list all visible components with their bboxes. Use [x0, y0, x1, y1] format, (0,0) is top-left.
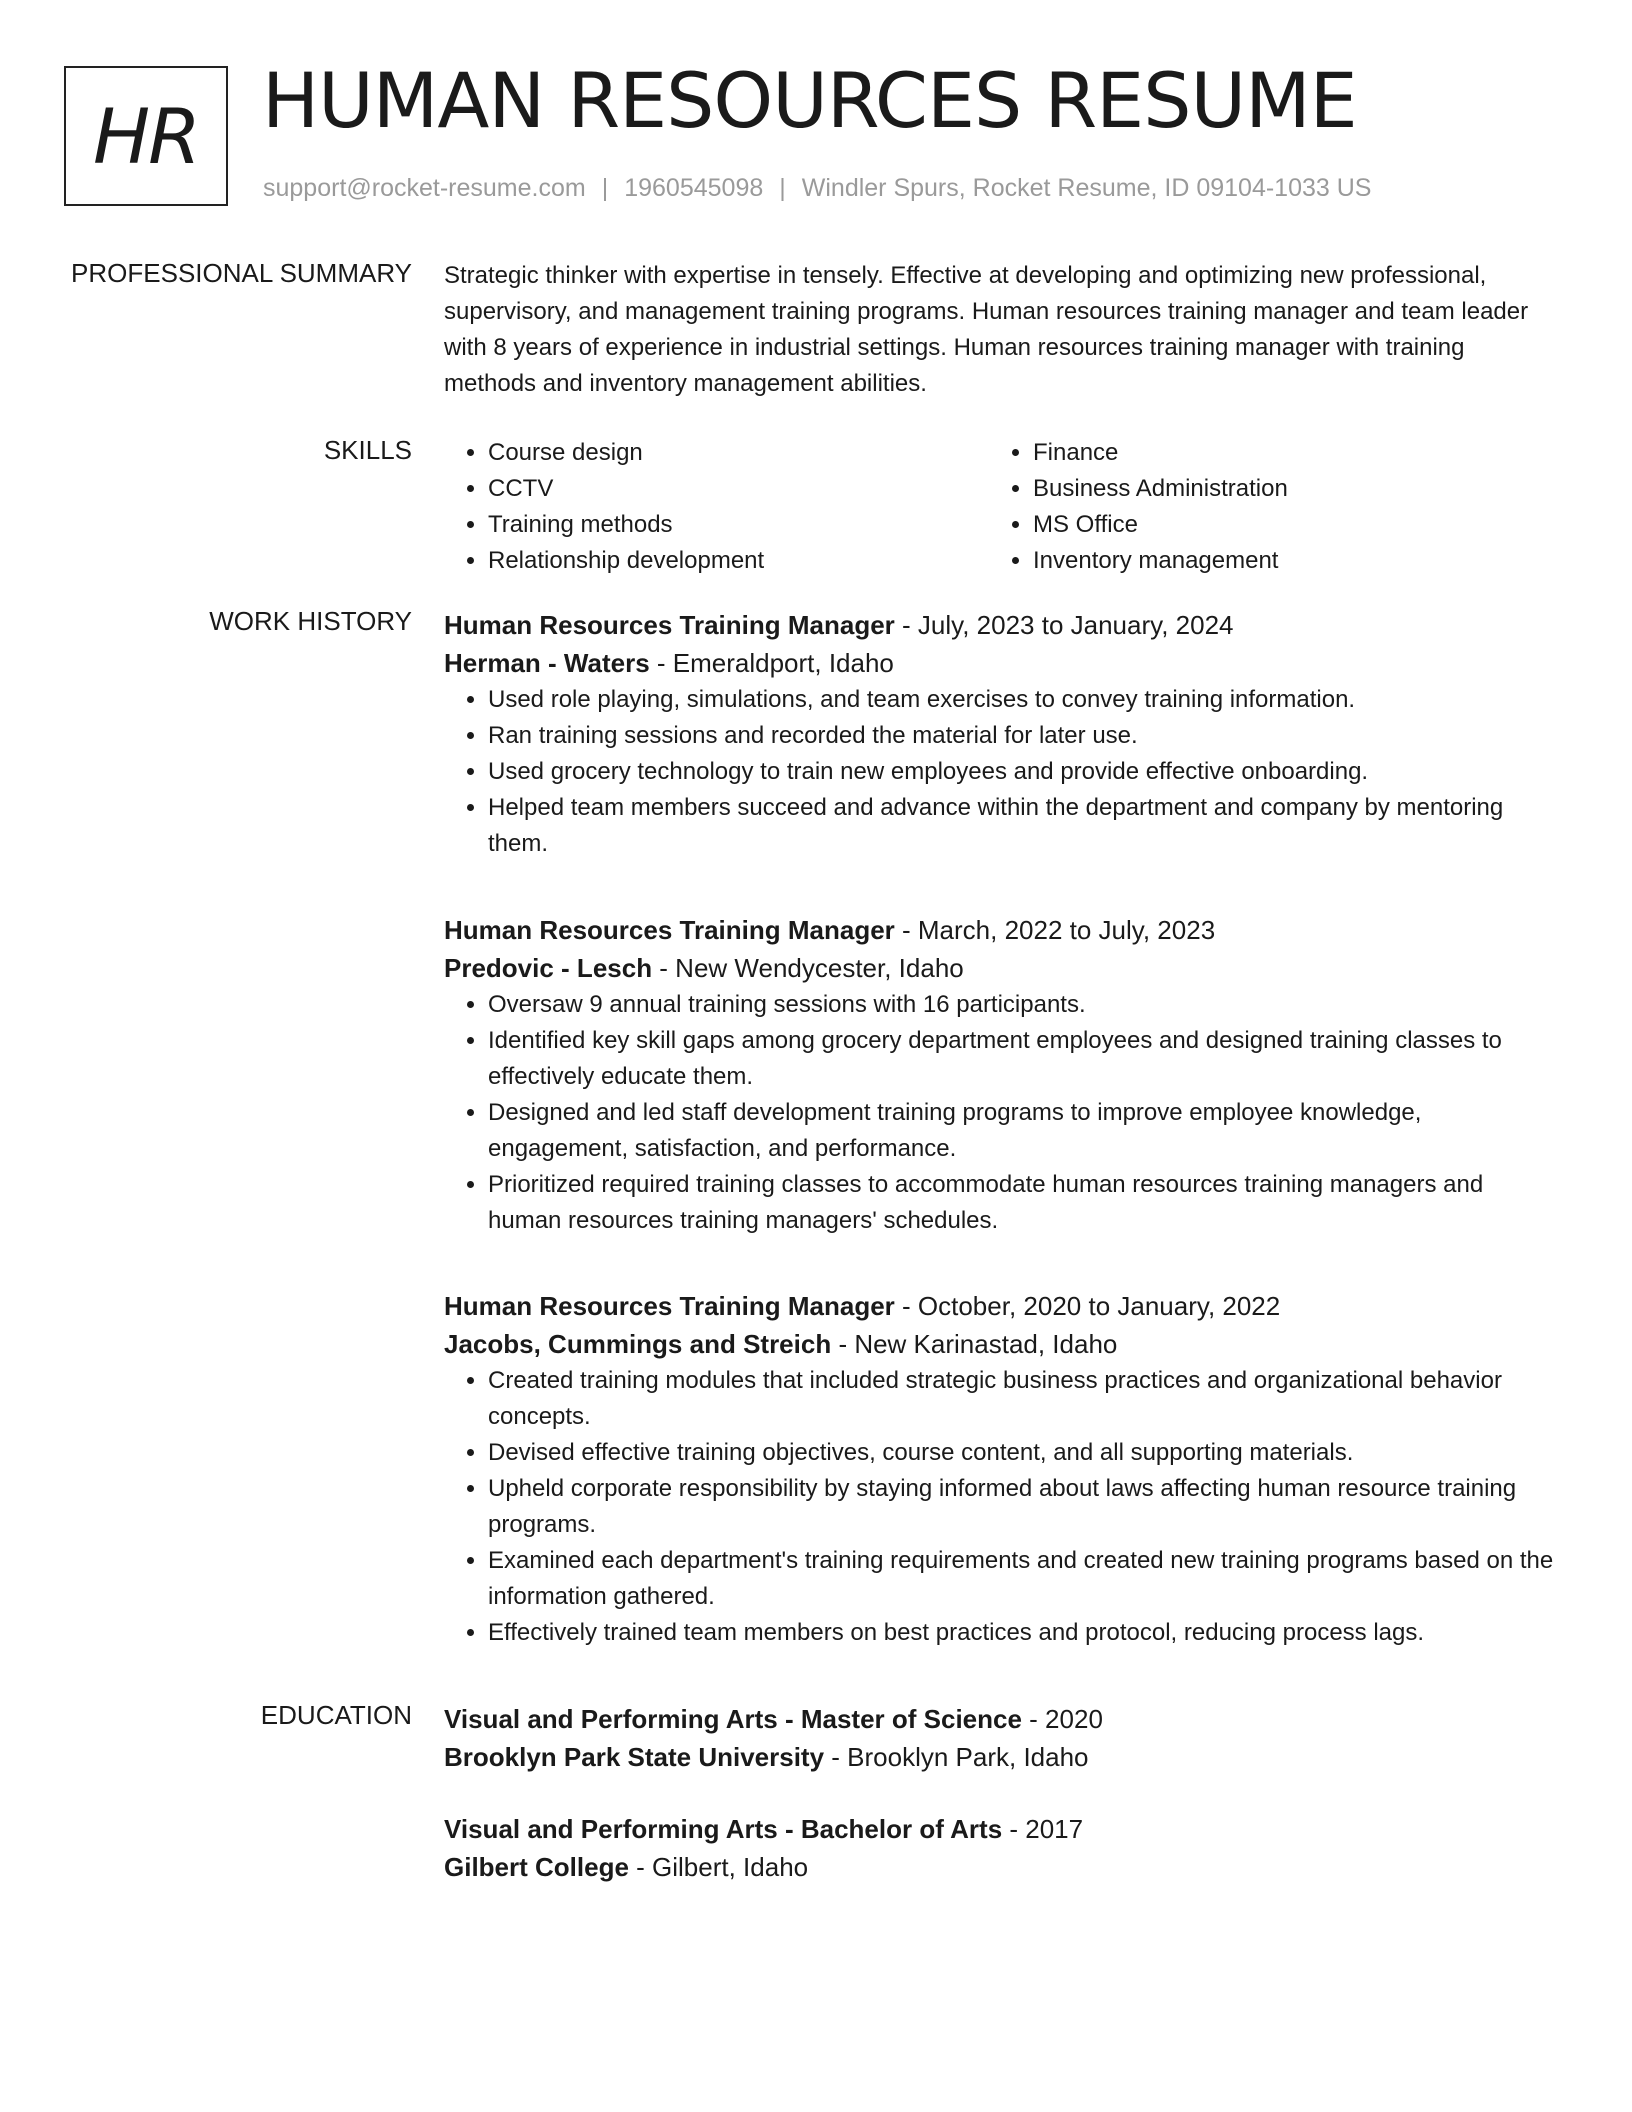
- education-entry: [444, 1810, 1560, 1886]
- contact-phone: 1960545098: [624, 174, 764, 202]
- job-title-line: [444, 911, 1560, 949]
- job-company: Herman - Waters: [444, 648, 650, 678]
- job-entry: [444, 1287, 1560, 1651]
- job-bullet: • Devised effective training objectives, course content, and all supporting materials.: [488, 1435, 1560, 1471]
- education-label: EDUCATION: [260, 1700, 412, 1730]
- job-bullet: • Identified key skill gaps among grocery department employees and designed training classes to effectively educate them.: [488, 1023, 1560, 1095]
- job-bullets: [444, 682, 1560, 862]
- school-location: - Brooklyn Park, Idaho: [824, 1742, 1089, 1772]
- skills-content: [444, 435, 1560, 585]
- job-location: - New Wendycester, Idaho: [652, 953, 964, 983]
- school-location: - Gilbert, Idaho: [628, 1852, 809, 1882]
- school-name: Brooklyn Park State University: [444, 1742, 825, 1772]
- job-bullet: • Upheld corporate responsibility by staying informed about laws affecting human resource training programs.: [488, 1471, 1560, 1543]
- job-title: Human Resources Training Manager: [444, 915, 895, 945]
- job-location: - Emeraldport, Idaho: [649, 648, 894, 678]
- job-bullet: • Helped team members succeed and advance within the department and company by mentoring them.: [488, 790, 1560, 862]
- contact-address: Windler Spurs, Rocket Resume, ID 09104-1033 US: [801, 174, 1372, 202]
- work-history-label: WORK HISTORY: [209, 606, 412, 636]
- skill-item: • MS Office: [1033, 507, 1573, 543]
- degree-title: Visual and Performing Arts - Master of Science: [444, 1704, 1022, 1734]
- contact-separator: |: [601, 174, 609, 202]
- job-company: Jacobs, Cummings and Streich: [444, 1329, 832, 1359]
- job-title: Human Resources Training Manager: [444, 1291, 895, 1321]
- job-entry: [444, 911, 1560, 1239]
- job-dates: - July, 2023 to January, 2024: [894, 610, 1234, 640]
- job-bullet: • Effectively trained team members on best practices and protocol, reducing process lags.: [488, 1615, 1560, 1651]
- degree-year: - 2017: [1002, 1814, 1084, 1844]
- degree-line: [444, 1700, 1560, 1738]
- school-name: Gilbert College: [444, 1852, 629, 1882]
- job-company-line: [444, 949, 1560, 987]
- resume-title: HUMAN RESOURCES RESUME: [262, 56, 1357, 145]
- job-bullets: [444, 987, 1560, 1239]
- job-dates: - October, 2020 to January, 2022: [894, 1291, 1281, 1321]
- education-entry: [444, 1700, 1560, 1776]
- summary-line: with 8 years of experience in industrial settings. Human resources training manager with training: [444, 334, 1465, 361]
- skill-item: • Course design: [488, 435, 1028, 471]
- job-title-line: [444, 1287, 1560, 1325]
- job-bullet: • Examined each department's training requirements and created new training programs based on the information gathered.: [488, 1543, 1560, 1615]
- job-company: Predovic - Lesch: [444, 953, 653, 983]
- summary-line: methods and inventory management abilities.: [444, 370, 927, 397]
- job-bullet: • Ran training sessions and recorded the material for later use.: [488, 718, 1560, 754]
- job-company-line: [444, 1325, 1560, 1363]
- skill-item: • Training methods: [488, 507, 1028, 543]
- skill-item: • Business Administration: [1033, 471, 1573, 507]
- job-bullet: • Created training modules that included strategic business practices and organizational behavior concepts.: [488, 1363, 1560, 1435]
- job-bullet: • Used grocery technology to train new employees and provide effective onboarding.: [488, 754, 1560, 790]
- summary-line: supervisory, and management training programs. Human resources training manager and team leader: [444, 298, 1529, 325]
- skills-list-right: [989, 435, 1573, 579]
- job-dates: - March, 2022 to July, 2023: [894, 915, 1216, 945]
- contact-line: [263, 174, 1371, 203]
- degree-year: - 2020: [1021, 1704, 1103, 1734]
- skill-item: • Relationship development: [488, 543, 1028, 579]
- job-title-line: [444, 606, 1560, 644]
- job-title: Human Resources Training Manager: [444, 610, 895, 640]
- job-bullet: • Oversaw 9 annual training sessions with 16 participants.: [488, 987, 1560, 1023]
- job-bullet: • Designed and led staff development training programs to improve employee knowledge, engagement, satisfaction, and performance.: [488, 1095, 1560, 1167]
- skill-item: • Finance: [1033, 435, 1573, 471]
- job-location: - New Karinastad, Idaho: [831, 1329, 1118, 1359]
- degree-line: [444, 1810, 1560, 1848]
- job-bullets: [444, 1363, 1560, 1651]
- contact-separator: |: [779, 174, 786, 202]
- job-bullet: • Used role playing, simulations, and team exercises to convey training information.: [488, 682, 1560, 718]
- summary-content: [444, 258, 1560, 402]
- skill-item: • CCTV: [488, 471, 1028, 507]
- school-line: [444, 1848, 1560, 1886]
- monogram-box: HR: [64, 66, 228, 206]
- summary-label: PROFESSIONAL SUMMARY: [71, 258, 412, 288]
- contact-email: support@rocket-resume.com: [263, 174, 586, 202]
- job-bullet: • Prioritized required training classes to accommodate human resources training managers and human resources training managers' schedules.: [488, 1167, 1560, 1239]
- degree-title: Visual and Performing Arts - Bachelor of Arts: [444, 1814, 1003, 1844]
- job-company-line: [444, 644, 1560, 682]
- summary-line: Strategic thinker with expertise in tensely. Effective at developing and optimizing new professional,: [444, 262, 1487, 289]
- skills-list-left: [444, 435, 1028, 579]
- school-line: [444, 1738, 1560, 1776]
- skills-label: SKILLS: [323, 435, 412, 465]
- skill-item: • Inventory management: [1033, 543, 1573, 579]
- job-entry: [444, 606, 1560, 862]
